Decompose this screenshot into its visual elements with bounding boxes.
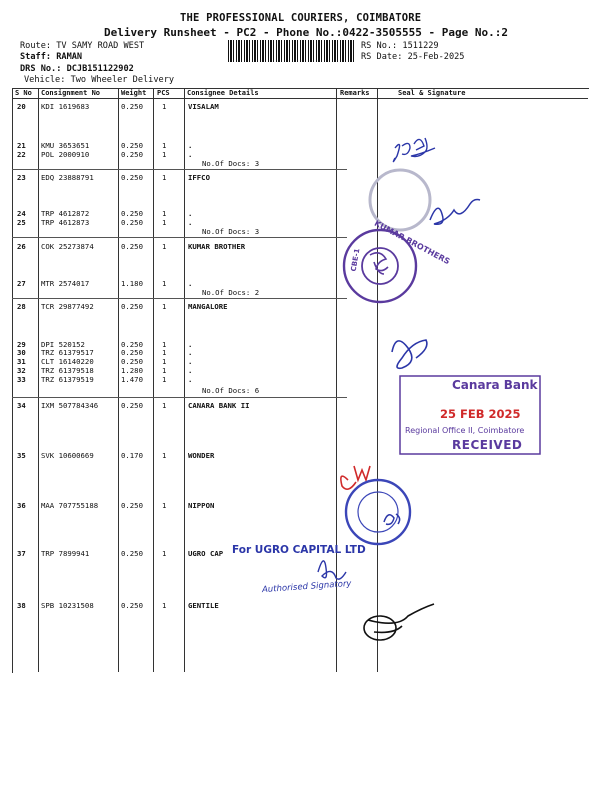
docs-count: No.Of Docs: 2 [202,288,260,297]
cell-consignment: TRP 4612873 [41,218,90,227]
cell-weight: 0.250 [121,340,143,349]
cell-consignee: . [188,375,193,384]
cell-weight: 1.180 [121,279,143,288]
cell-consignment: TRP 7899941 [41,549,90,558]
cell-weight: 0.250 [121,141,143,150]
cell-consignment: EDQ 23888791 [41,173,94,182]
cell-pcs: 1 [162,451,167,460]
cell-consignee: . [188,340,193,349]
cell-weight: 1.280 [121,366,143,375]
cell-pcs: 1 [162,348,167,357]
cell-consignee: . [188,357,193,366]
cell-sno: 21 [17,141,26,150]
cell-weight: 0.250 [121,302,143,311]
cell-consignee: VISALAM [188,102,219,111]
cell-consignment: KDI 1619683 [41,102,90,111]
cell-pcs: 1 [162,218,167,227]
col-header-seal: Seal & Signature [398,89,466,97]
cell-weight: 0.170 [121,451,143,460]
vehicle: Vehicle: Two Wheeler Delivery [24,75,175,85]
cell-sno: 33 [17,375,26,384]
cell-sno: 23 [17,173,26,182]
cell-consignment: CLT 16140220 [41,357,94,366]
cell-consignment: TRZ 61379519 [41,375,94,384]
cell-pcs: 1 [162,173,167,182]
rs-number: RS No.: 1511229 [361,41,439,51]
cell-sno: 22 [17,150,26,159]
kumar-stamp-code: CBE-1 [349,247,362,273]
cell-consignee: . [188,366,193,375]
cell-pcs: 1 [162,102,167,111]
col-header-sno: S No [15,89,32,97]
cell-consignment: KMU 3653651 [41,141,90,150]
cell-consignee: . [188,218,193,227]
cell-pcs: 1 [162,209,167,218]
cell-pcs: 1 [162,340,167,349]
cell-consignee: WONDER [188,451,215,460]
cell-consignment: TRZ 61379518 [41,366,94,375]
cell-consignee: . [188,150,193,159]
col-header-consignee: Consignee Details [187,89,259,97]
cell-sno: 27 [17,279,26,288]
col-header-weight: Weight [121,89,147,97]
canara-bank-name: Canara Bank [452,378,538,392]
nippon-stamp-ring [346,480,410,544]
signature-ugro [318,561,346,579]
cell-consignee: . [188,348,193,357]
cell-consignment: IXM 507784346 [41,401,99,410]
canara-stamp-date: 25 FEB 2025 [440,407,521,421]
cell-sno: 34 [17,401,26,410]
cell-weight: 0.250 [121,173,143,182]
cell-weight: 0.250 [121,150,143,159]
cell-sno: 25 [17,218,26,227]
cell-weight: 0.250 [121,601,143,610]
col-header-pcs: PCS [157,89,170,97]
cell-consignee: . [188,279,193,288]
cell-pcs: 1 [162,401,167,410]
cell-sno: 35 [17,451,26,460]
cell-weight: 0.250 [121,549,143,558]
cell-consignment: TRP 4612872 [41,209,90,218]
cell-consignee: . [188,209,193,218]
nippon-stamp-inner [358,492,398,532]
cell-pcs: 1 [162,549,167,558]
cell-pcs: 1 [162,357,167,366]
cell-consignment: MAA 707755188 [41,501,99,510]
cell-consignment: COK 25273874 [41,242,94,251]
cell-pcs: 1 [162,242,167,251]
cell-consignee: . [188,141,193,150]
cell-sno: 26 [17,242,26,251]
kumar-stamp-text: KUMAR BROTHERS [372,218,452,267]
cell-weight: 0.250 [121,102,143,111]
drs-number: DRS No.: DCJB151122902 [20,64,134,74]
col-header-consignment: Consignment No [41,89,101,97]
cell-sno: 32 [17,366,26,375]
cell-consignment: SVK 10600669 [41,451,94,460]
signature-iffco [430,200,480,225]
cell-sno: 24 [17,209,26,218]
received-label: RECEIVED [452,438,523,452]
cell-consignee: CANARA BANK II [188,401,250,410]
cell-consignment: DPI 520152 [41,340,85,349]
cell-pcs: 1 [162,601,167,610]
cell-pcs: 1 [162,302,167,311]
cell-sno: 38 [17,601,26,610]
kumar-signature [370,253,388,274]
cell-pcs: 1 [162,501,167,510]
cell-pcs: 1 [162,366,167,375]
cell-sno: 28 [17,302,26,311]
rs-date: RS Date: 25-Feb-2025 [361,52,465,62]
docs-count: No.Of Docs: 6 [202,386,260,395]
signature-jsa [393,138,435,162]
cell-sno: 31 [17,357,26,366]
cell-sno: 29 [17,340,26,349]
cell-consignee: IFFCO [188,173,210,182]
cell-weight: 0.250 [121,401,143,410]
docs-count: No.Of Docs: 3 [202,227,260,236]
cell-consignment: SPB 10231508 [41,601,94,610]
cell-weight: 0.250 [121,242,143,251]
cell-consignment: TCR 29877492 [41,302,94,311]
runsheet-subtitle: Delivery Runsheet - PC2 - Phone No.:0422-3505555 - Page No.:2 [104,26,508,39]
cell-weight: 0.250 [121,209,143,218]
cell-consignee: KUMAR BROTHER [188,242,246,251]
cell-pcs: 1 [162,150,167,159]
cell-weight: 1.470 [121,375,143,384]
cell-sno: 37 [17,549,26,558]
ugro-stamp-text: For UGRO CAPITAL LTD [232,544,366,556]
cell-weight: 0.250 [121,218,143,227]
ugro-authorised: Authorised Signatory [261,578,352,596]
staff: Staff: RAMAN [20,52,83,62]
cell-pcs: 1 [162,279,167,288]
cell-sno: 30 [17,348,26,357]
cell-weight: 0.250 [121,348,143,357]
col-header-remarks: Remarks [340,89,370,97]
cell-pcs: 1 [162,141,167,150]
cell-sno: 36 [17,501,26,510]
cell-pcs: 1 [162,375,167,384]
signature-mangalore [392,340,427,368]
cell-consignee: NIPPON [188,501,215,510]
document-title: THE PROFESSIONAL COURIERS, COIMBATORE [180,12,422,24]
cell-weight: 0.250 [121,501,143,510]
route: Route: TV SAMY ROAD WEST [20,41,145,51]
signature-gentile [368,604,434,632]
cell-consignee: GENTILE [188,601,219,610]
cell-consignment: POL 2000910 [41,150,90,159]
cell-consignee: UGRO CAP [188,549,224,558]
cell-sno: 20 [17,102,26,111]
docs-count: No.Of Docs: 3 [202,159,260,168]
cell-consignment: MTR 2574017 [41,279,90,288]
cell-weight: 0.250 [121,357,143,366]
canara-office: Regional Office II, Coimbatore [405,426,525,435]
cell-consignment: TRZ 61379517 [41,348,94,357]
cell-consignee: MANGALORE [188,302,228,311]
